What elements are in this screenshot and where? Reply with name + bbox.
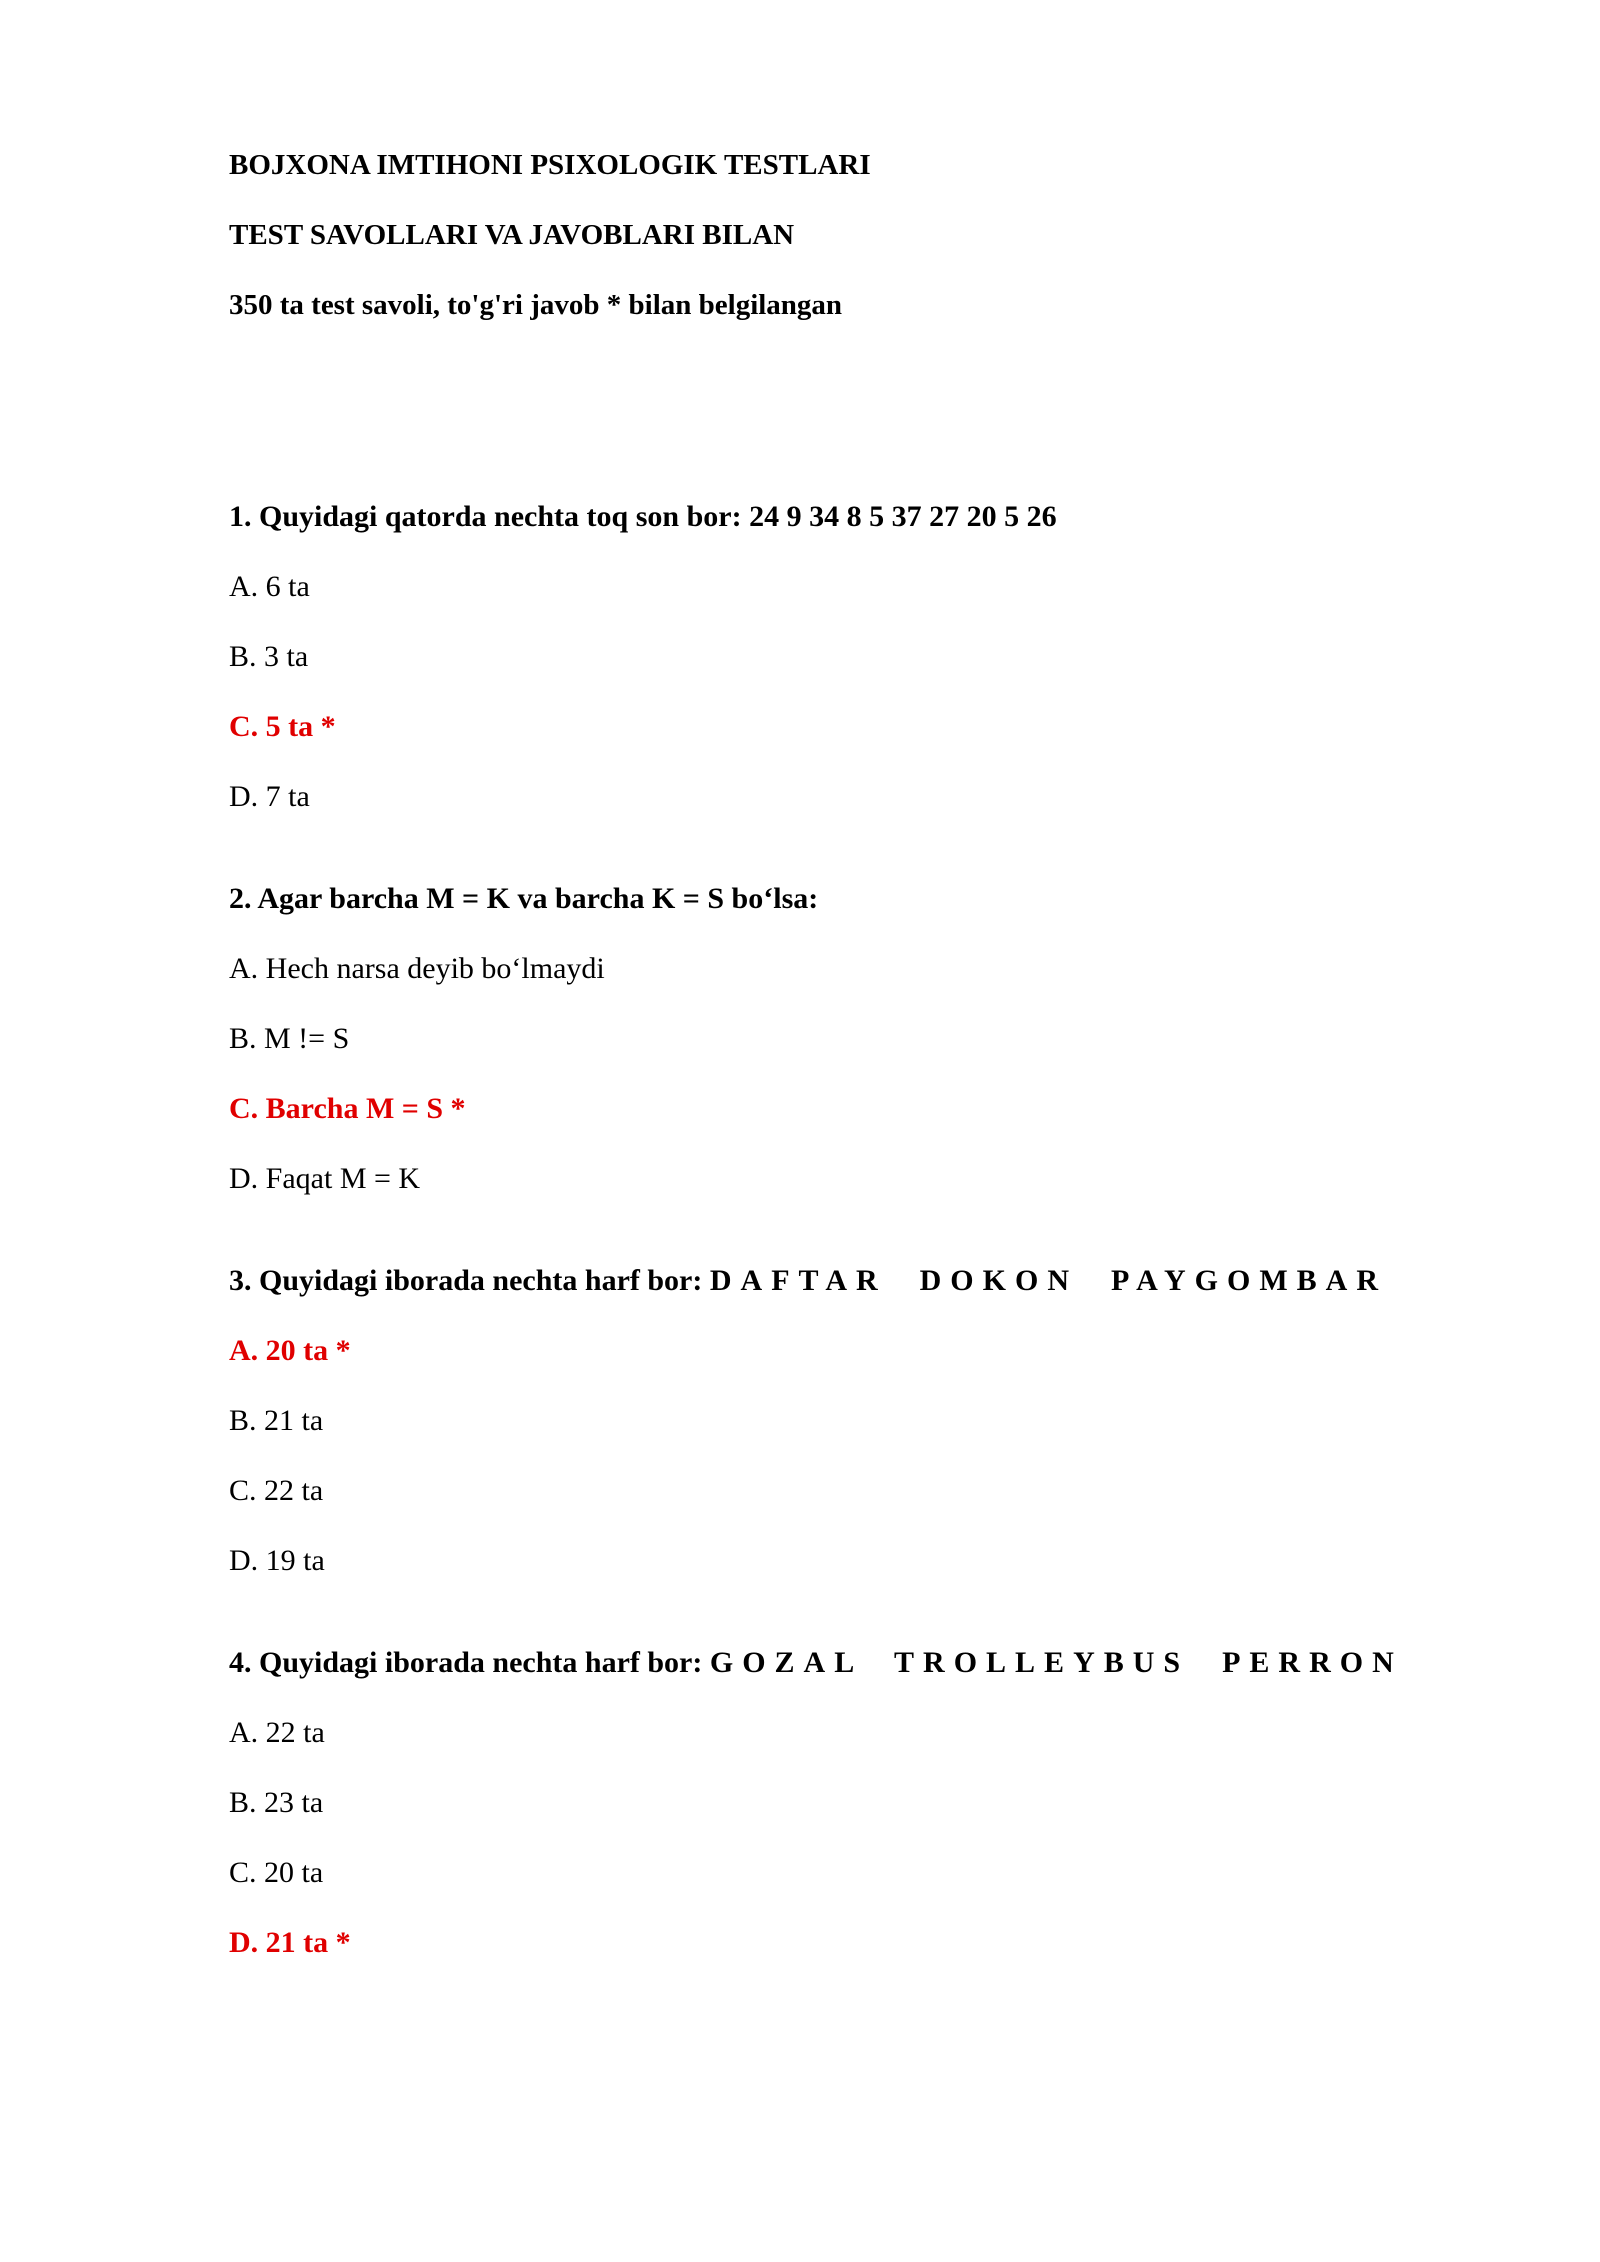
option-c: C. 22 ta bbox=[229, 1474, 324, 1507]
option-d: D. 19 ta bbox=[229, 1544, 325, 1577]
option-d: D. Faqat M = K bbox=[229, 1162, 421, 1195]
option-d-correct: D. 21 ta * bbox=[229, 1926, 351, 1959]
question-3 bbox=[229, 1264, 1403, 1578]
document-title: BOJXONA IMTIHONI PSIXOLOGIK TESTLARI bbox=[229, 149, 871, 181]
document-header bbox=[229, 148, 871, 358]
option-b: B. 3 ta bbox=[229, 640, 309, 673]
option-c-correct: C. 5 ta * bbox=[229, 710, 336, 743]
option-a: A. 6 ta bbox=[229, 570, 310, 603]
question-text: 2. Agar barcha M = K va barcha K = S bo‘lsa: bbox=[229, 882, 819, 915]
question-2 bbox=[229, 882, 1403, 1196]
question-4 bbox=[229, 1646, 1403, 1960]
question-text: 1. Quyidagi qatorda nechta toq son bor: 24 9 34 8 5 37 27 20 5 26 bbox=[229, 500, 1057, 533]
question-1 bbox=[229, 500, 1403, 814]
question-list bbox=[229, 500, 1403, 2028]
document-note: 350 ta test savoli, to'g'ri javob * bilan belgilangan bbox=[229, 289, 843, 321]
option-c-correct: C. Barcha M = S * bbox=[229, 1092, 466, 1125]
question-text: 4. Quyidagi iborada nechta harf bor: GOZAL TROLLEYBUS PERRON bbox=[229, 1646, 1403, 1679]
question-spaced-phrase: DAFTAR DOKON PAYGOMBAR bbox=[709, 1264, 1387, 1297]
question-text: 3. Quyidagi iborada nechta harf bor: DAFTAR DOKON PAYGOMBAR bbox=[229, 1264, 1387, 1297]
option-b: B. 21 ta bbox=[229, 1404, 324, 1437]
option-c: C. 20 ta bbox=[229, 1856, 324, 1889]
question-spaced-phrase: GOZAL TROLLEYBUS PERRON bbox=[709, 1646, 1403, 1679]
option-b: B. M != S bbox=[229, 1022, 350, 1055]
option-a: A. 22 ta bbox=[229, 1716, 325, 1749]
option-a: A. Hech narsa deyib bo‘lmaydi bbox=[229, 952, 605, 985]
document-subtitle: TEST SAVOLLARI VA JAVOBLARI BILAN bbox=[229, 219, 795, 251]
option-a-correct: A. 20 ta * bbox=[229, 1334, 351, 1367]
option-d: D. 7 ta bbox=[229, 780, 310, 813]
option-b: B. 23 ta bbox=[229, 1786, 324, 1819]
